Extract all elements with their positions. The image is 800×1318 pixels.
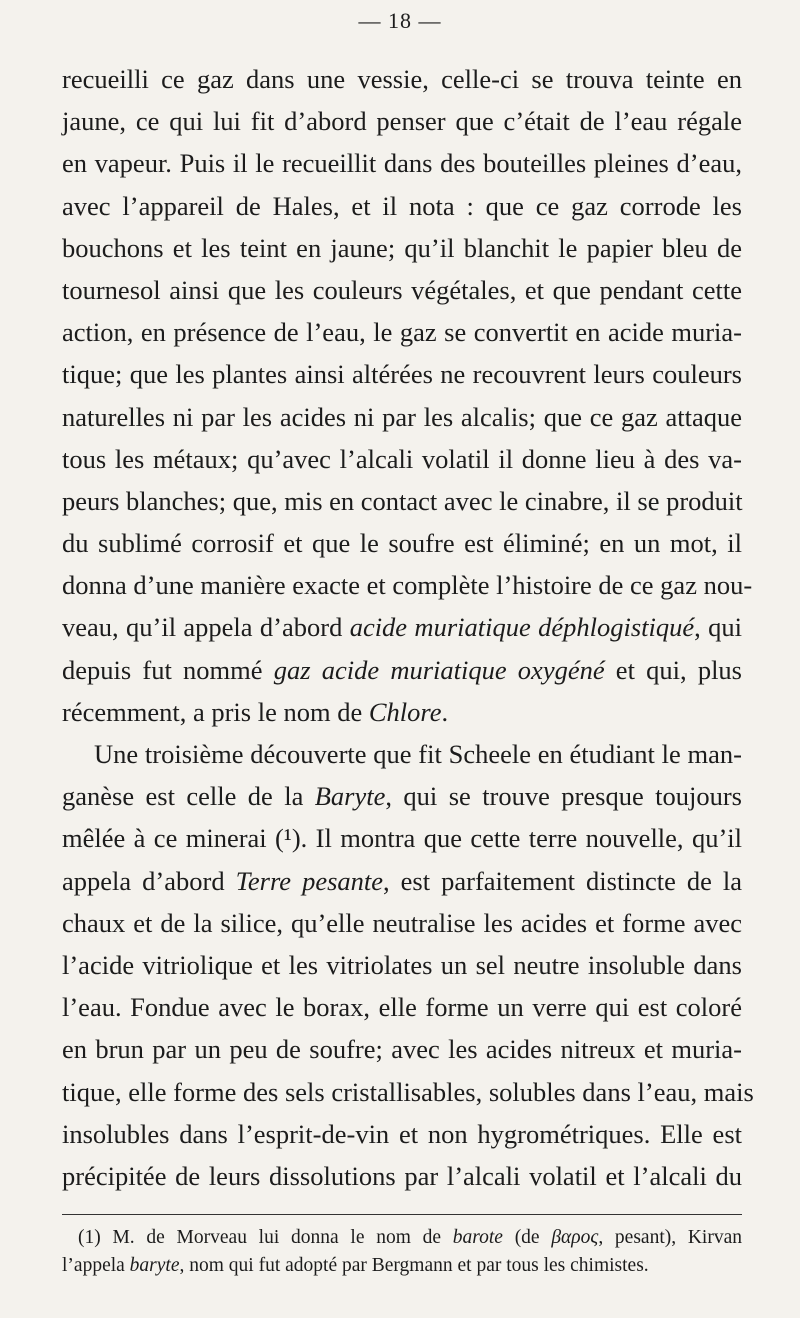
text-line: donna d’une manière exacte et complète l’histoire de ce gaz nou- — [62, 570, 753, 601]
text-segment: appela d’abord — [62, 865, 236, 896]
text-line — [62, 606, 742, 648]
text-segment: et qui, plus — [604, 654, 742, 685]
text-segment: . — [441, 696, 449, 727]
text-line: action, en présence de l’eau, le gaz se convertit en acide muria- — [62, 317, 742, 348]
body-text — [62, 58, 754, 1197]
text-line — [62, 691, 742, 733]
text-line: du sublimé corrosif et que le soufre est éliminé; en un mot, il — [62, 528, 742, 559]
italic-term: Chlore — [368, 696, 442, 727]
text-segment: , nom qui fut adopté par Bergmann et par tous les chimistes. — [179, 1255, 649, 1276]
text-line: l’eau. Fondue avec le borax, elle forme un verre qui est coloré — [62, 992, 742, 1023]
text-line: précipitée de leurs dissolutions par l’alcali volatil et l’alcali du — [62, 1160, 742, 1191]
text-line: naturelles ni par les acides ni par les alcalis; que ce gaz attaque — [62, 401, 742, 432]
text-segment: veau, qu’il appela d’abord — [62, 612, 350, 643]
page-number: — 18 — — [358, 8, 442, 33]
text-segment: récemment, a pris le nom de — [62, 696, 369, 727]
italic-term: barote — [452, 1227, 503, 1248]
italic-term: gaz acide muriatique oxygéné — [273, 654, 605, 685]
italic-term: baryte — [129, 1255, 180, 1276]
footnote-separator — [62, 1214, 742, 1215]
italic-term: Baryte — [314, 781, 386, 812]
text-segment: , qui se trouve presque toujours — [385, 781, 742, 812]
italic-term: acide muriatique déphlogistiqué — [349, 612, 695, 643]
text-line: peurs blanches; que, mis en contact avec le cinabre, il se produit — [62, 485, 743, 516]
footnote-line — [62, 1224, 742, 1252]
text-line: en brun par un peu de soufre; avec les acides nitreux et muria- — [62, 1034, 742, 1065]
text-line — [62, 775, 742, 817]
italic-term: Terre pesante — [235, 865, 384, 896]
text-segment: , qui — [694, 612, 742, 643]
text-segment: (de — [502, 1227, 552, 1248]
text-line: tous les métaux; qu’avec l’alcali volatil il donne lieu à des va- — [62, 443, 742, 474]
text-line: en vapeur. Puis il le recueillit dans des bouteilles pleines d’eau, — [62, 148, 742, 179]
footnote — [62, 1224, 742, 1280]
text-line: recueilli ce gaz dans une vessie, celle-ci se trouva teinte en — [62, 64, 742, 94]
text-segment: depuis fut nommé — [62, 654, 274, 685]
footnote-line — [62, 1252, 742, 1280]
text-line — [62, 649, 742, 691]
text-line: mêlée à ce minerai (¹). Il montra que cette terre nouvelle, qu’il — [62, 823, 742, 854]
text-segment: ganèse est celle de la — [62, 781, 315, 812]
text-segment: (1) M. de Morveau lui donna le nom de — [78, 1227, 453, 1248]
greek-term: βαρος — [551, 1227, 599, 1248]
text-line: tique; que les plantes ainsi altérées ne recouvrent leurs couleurs — [62, 359, 742, 390]
text-line: insolubles dans l’esprit-de-vin et non hygrométriques. Elle est — [62, 1118, 742, 1149]
text-line: l’acide vitriolique et les vitriolates un sel neutre insoluble dans — [62, 949, 742, 980]
text-line — [62, 860, 742, 902]
text-line: jaune, ce qui lui fit d’abord penser que c’était de l’eau régale — [62, 106, 742, 137]
text-line: avec l’appareil de Hales, et il nota : que ce gaz corrode les — [62, 190, 742, 221]
text-segment: , est parfaitement distincte de la — [383, 865, 742, 896]
text-line: Une troisième découverte que fit Scheele en étudiant le man- — [94, 739, 742, 769]
text-line: bouchons et les teint en jaune; qu’il blanchit le papier bleu de — [62, 232, 742, 263]
text-line: tournesol ainsi que les couleurs végétales, et que pendant cette — [62, 274, 742, 305]
text-line: chaux et de la silice, qu’elle neutralise les acides et forme avec — [62, 907, 742, 938]
text-line: tique, elle forme des sels cristallisables, solubles dans l’eau, mais — [62, 1076, 754, 1107]
text-segment: l’appela — [62, 1255, 130, 1276]
text-segment: , pesant), Kirvan — [598, 1227, 742, 1248]
